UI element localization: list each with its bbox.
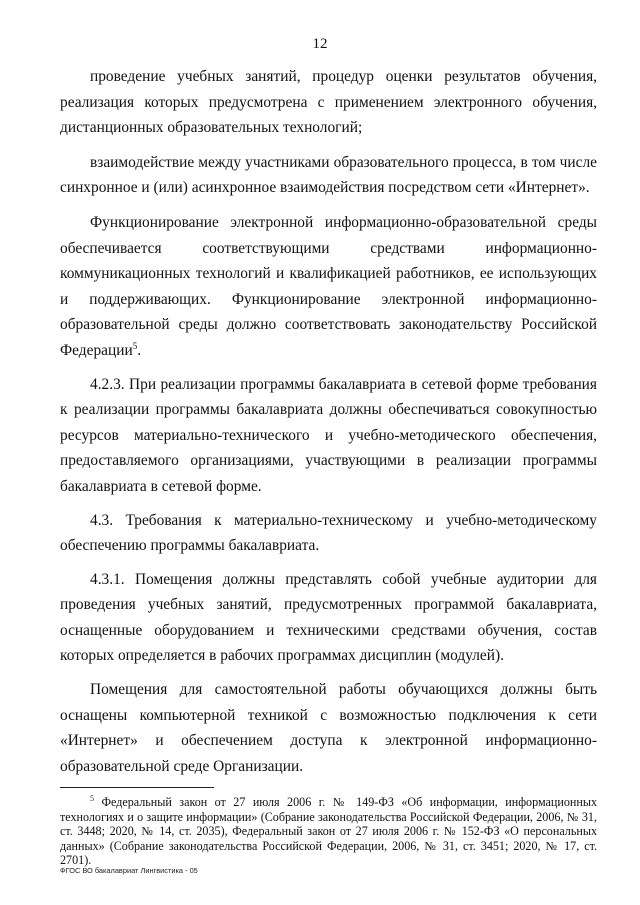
paragraph: 4.3.1. Помещения должны представлять собой учебные аудитории для проведения учебных занятий, предусмотренных программой бакалавриата, оснащенные оборудованием и техническими средствами обучения, состав которых определяется в рабочих программах дисциплин (модулей). (60, 570, 597, 665)
footnote-reference: 5 (132, 340, 138, 351)
footnote-separator (60, 787, 214, 788)
paragraph: 4.3. Требования к материально-техническому и учебно-методическому обеспечению программы бакалавриата. (60, 511, 597, 555)
paragraph (60, 210, 597, 364)
paragraph: взаимодействие между участниками образовательного процесса, в том числе синхронное и (или) асинхронное взаимодействия посредством сети «Интернет». (60, 153, 597, 197)
paragraph: проведение учебных занятий, процедур оценки результатов обучения, реализация которых предусмотрена с применением электронного обучения, дистанционных образовательных технологий; (60, 68, 597, 137)
page-number: 12 (312, 36, 328, 52)
paragraph-text: Функционирование электронной информационно-образовательной среды обеспечивается соответствующими средствами информационно-коммуникационных технологий и квалификацией работников, ее использующих и поддерживающих. Функционирование электронной информационно-образовательной среды должно соответствовать законодательству Российской Федерации (60, 213, 597, 359)
paragraph: 4.2.3. При реализации программы бакалавриата в сетевой форме требования к реализации программы бакалавриата должны обеспечиваться совокупностью ресурсов материально-технического и учебно-методического обеспечения, предоставляемого организациями, участвующими в реализации программы бакалавриата в сетевой форме. (60, 375, 597, 495)
footnote (60, 795, 597, 868)
paragraph: Помещения для самостоятельной работы обучающихся должны быть оснащены компьютерной техникой с возможностью подключения к сети «Интернет» и обеспечением доступа к электронной информационно-образовательной среде Организации. (60, 681, 597, 775)
document-footer: ФГОС ВО бакалавриат Лингвистика - 05 (60, 866, 198, 875)
paragraph-end: . (137, 341, 142, 359)
body-text (60, 64, 597, 788)
footnote-text: Федеральный закон от 27 июля 2006 г. № 149-ФЗ «Об информации, информационных технологиях и о защите информации» (Собрание законодательства Российской Федерации, 2006, № 31, ст. 3448; 2020, № 14, ст. 2035), Федеральный закон от 27 июля 2006 г. № 152-ФЗ «О персональных данных» (Собрание законодательства Российской Федерации, 2006, № 31, ст. 3451; 2020, № 17, ст. 2701). (60, 795, 597, 868)
footnote-mark: 5 (90, 793, 94, 803)
